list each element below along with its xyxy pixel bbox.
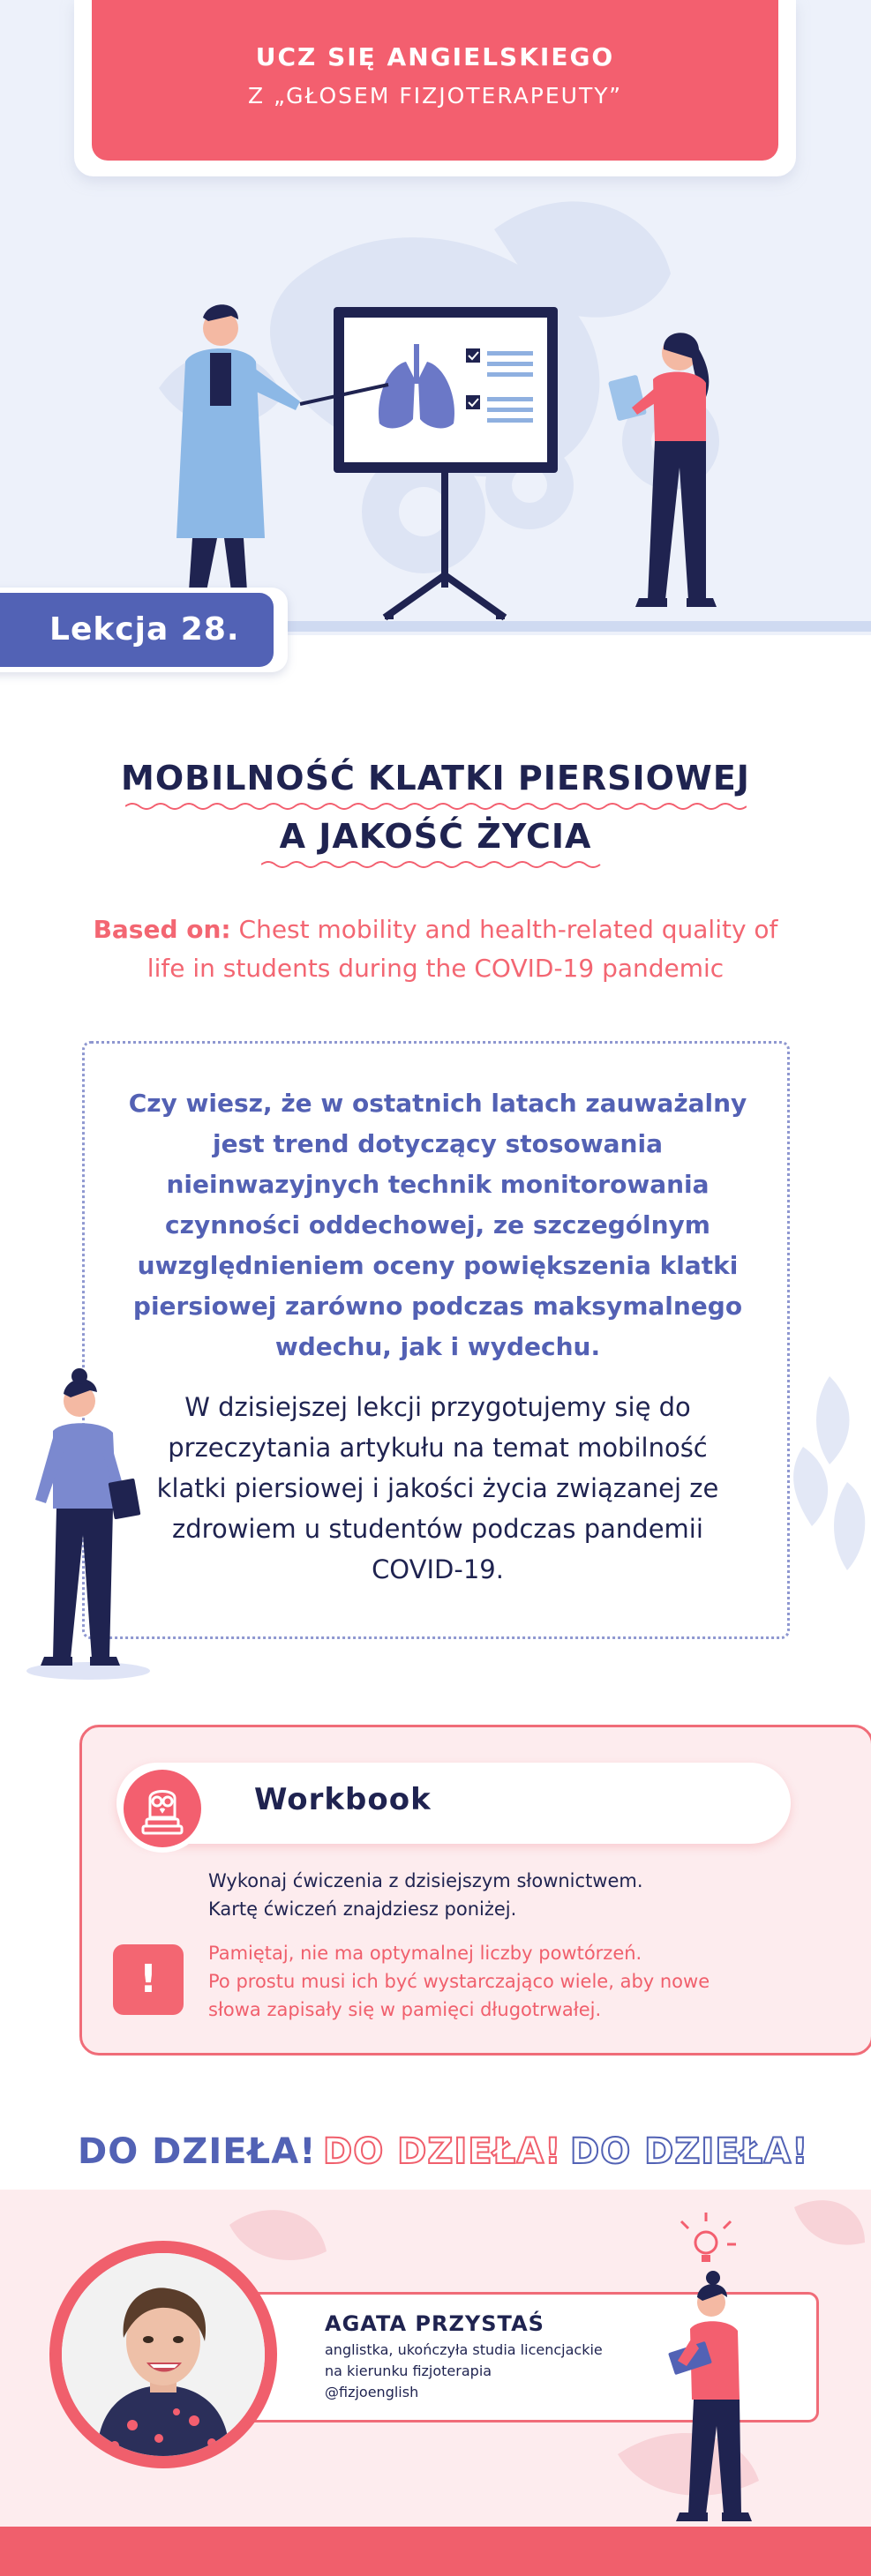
header-banner <box>92 0 778 161</box>
banner-subtitle: Z „GŁOSEM FIZJOTERAPEUTY” <box>247 83 623 109</box>
cta-word-filled: DO DZIEŁA! <box>78 2131 317 2172</box>
author-name: AGATA PRZYSTAŚ <box>325 2311 544 2336</box>
owl-books-icon <box>116 1763 208 1854</box>
page-title-line1: MOBILNOŚĆ KLATKI PIERSIOWEJ <box>121 759 750 798</box>
info-paragraph-2: W dzisiejszej lekcji przygotujemy się do przeczytania artykułu na temat mobilność klatki piersiowej i jakości życia związanej ze zdrowiem u studentów podczas pandemii COVID-19. <box>156 1392 719 1584</box>
workbook-warning <box>208 1939 710 2024</box>
title-underline <box>261 859 611 870</box>
cta-word-outline-indigo: DO DZIEŁA! <box>570 2131 809 2172</box>
woman-figure <box>608 333 717 607</box>
workbook-instruction-line: Wykonaj ćwiczenia z dzisiejszym słownictwem. <box>208 1870 643 1891</box>
page-title-line2: A JAKOŚĆ ŻYCIA <box>279 817 592 856</box>
footer-bar <box>0 2527 871 2576</box>
workbook-header <box>116 1763 791 1844</box>
leaf-decoration <box>777 1376 871 1570</box>
based-on-label: Based on: <box>93 915 231 944</box>
based-on-text: Chest mobility and health-related quality of life in students during the COVID-19 pandemic <box>146 915 778 983</box>
author-desc-line: na kierunku fizjoterapia <box>325 2363 492 2379</box>
author-desc-line: anglistka, ukończyła studia licencjackie <box>325 2341 603 2358</box>
lesson-number: Lekcja 28. <box>0 593 274 667</box>
cta-word-outline-coral: DO DZIEŁA! <box>323 2131 562 2172</box>
author-portrait-icon <box>62 2253 265 2456</box>
workbook-instruction <box>208 1867 643 1923</box>
hero-illustration <box>0 176 871 635</box>
author-handle: @fizjoenglish <box>325 2384 419 2400</box>
author-description <box>325 2340 603 2403</box>
lesson-badge <box>0 588 288 672</box>
workbook-instruction-line: Kartę ćwiczeń znajdziesz poniżej. <box>208 1898 517 1920</box>
reading-woman-figure <box>653 2205 777 2532</box>
info-paragraph-1: Czy wiesz, że w ostatnich latach zauważalny jest trend dotyczący stosowania nieinwazyjnych technik monitorowania czynności oddechowej, ze szczególnym uwzględnieniem oceny powiększenia klatki piersiowej zarówno podczas maksymalnego wdechu, jak i wydechu. <box>128 1089 747 1361</box>
workbook-warning-line: słowa zapisały się w pamięci długotrwałej. <box>208 1999 602 2020</box>
workbook-title: Workbook <box>254 1782 432 1817</box>
based-on <box>71 910 800 988</box>
banner-title: UCZ SIĘ ANGIELSKIEGO <box>255 42 615 71</box>
nurse-figure <box>18 1367 159 1685</box>
title-underline <box>125 801 747 812</box>
workbook-warning-line: Po prostu musi ich być wystarczająco wiele, aby nowe <box>208 1971 710 1992</box>
workbook-warning-line: Pamiętaj, nie ma optymalnej liczby powtórzeń. <box>208 1943 642 1964</box>
avatar <box>62 2253 265 2456</box>
exclamation-icon: ! <box>113 1944 184 2015</box>
